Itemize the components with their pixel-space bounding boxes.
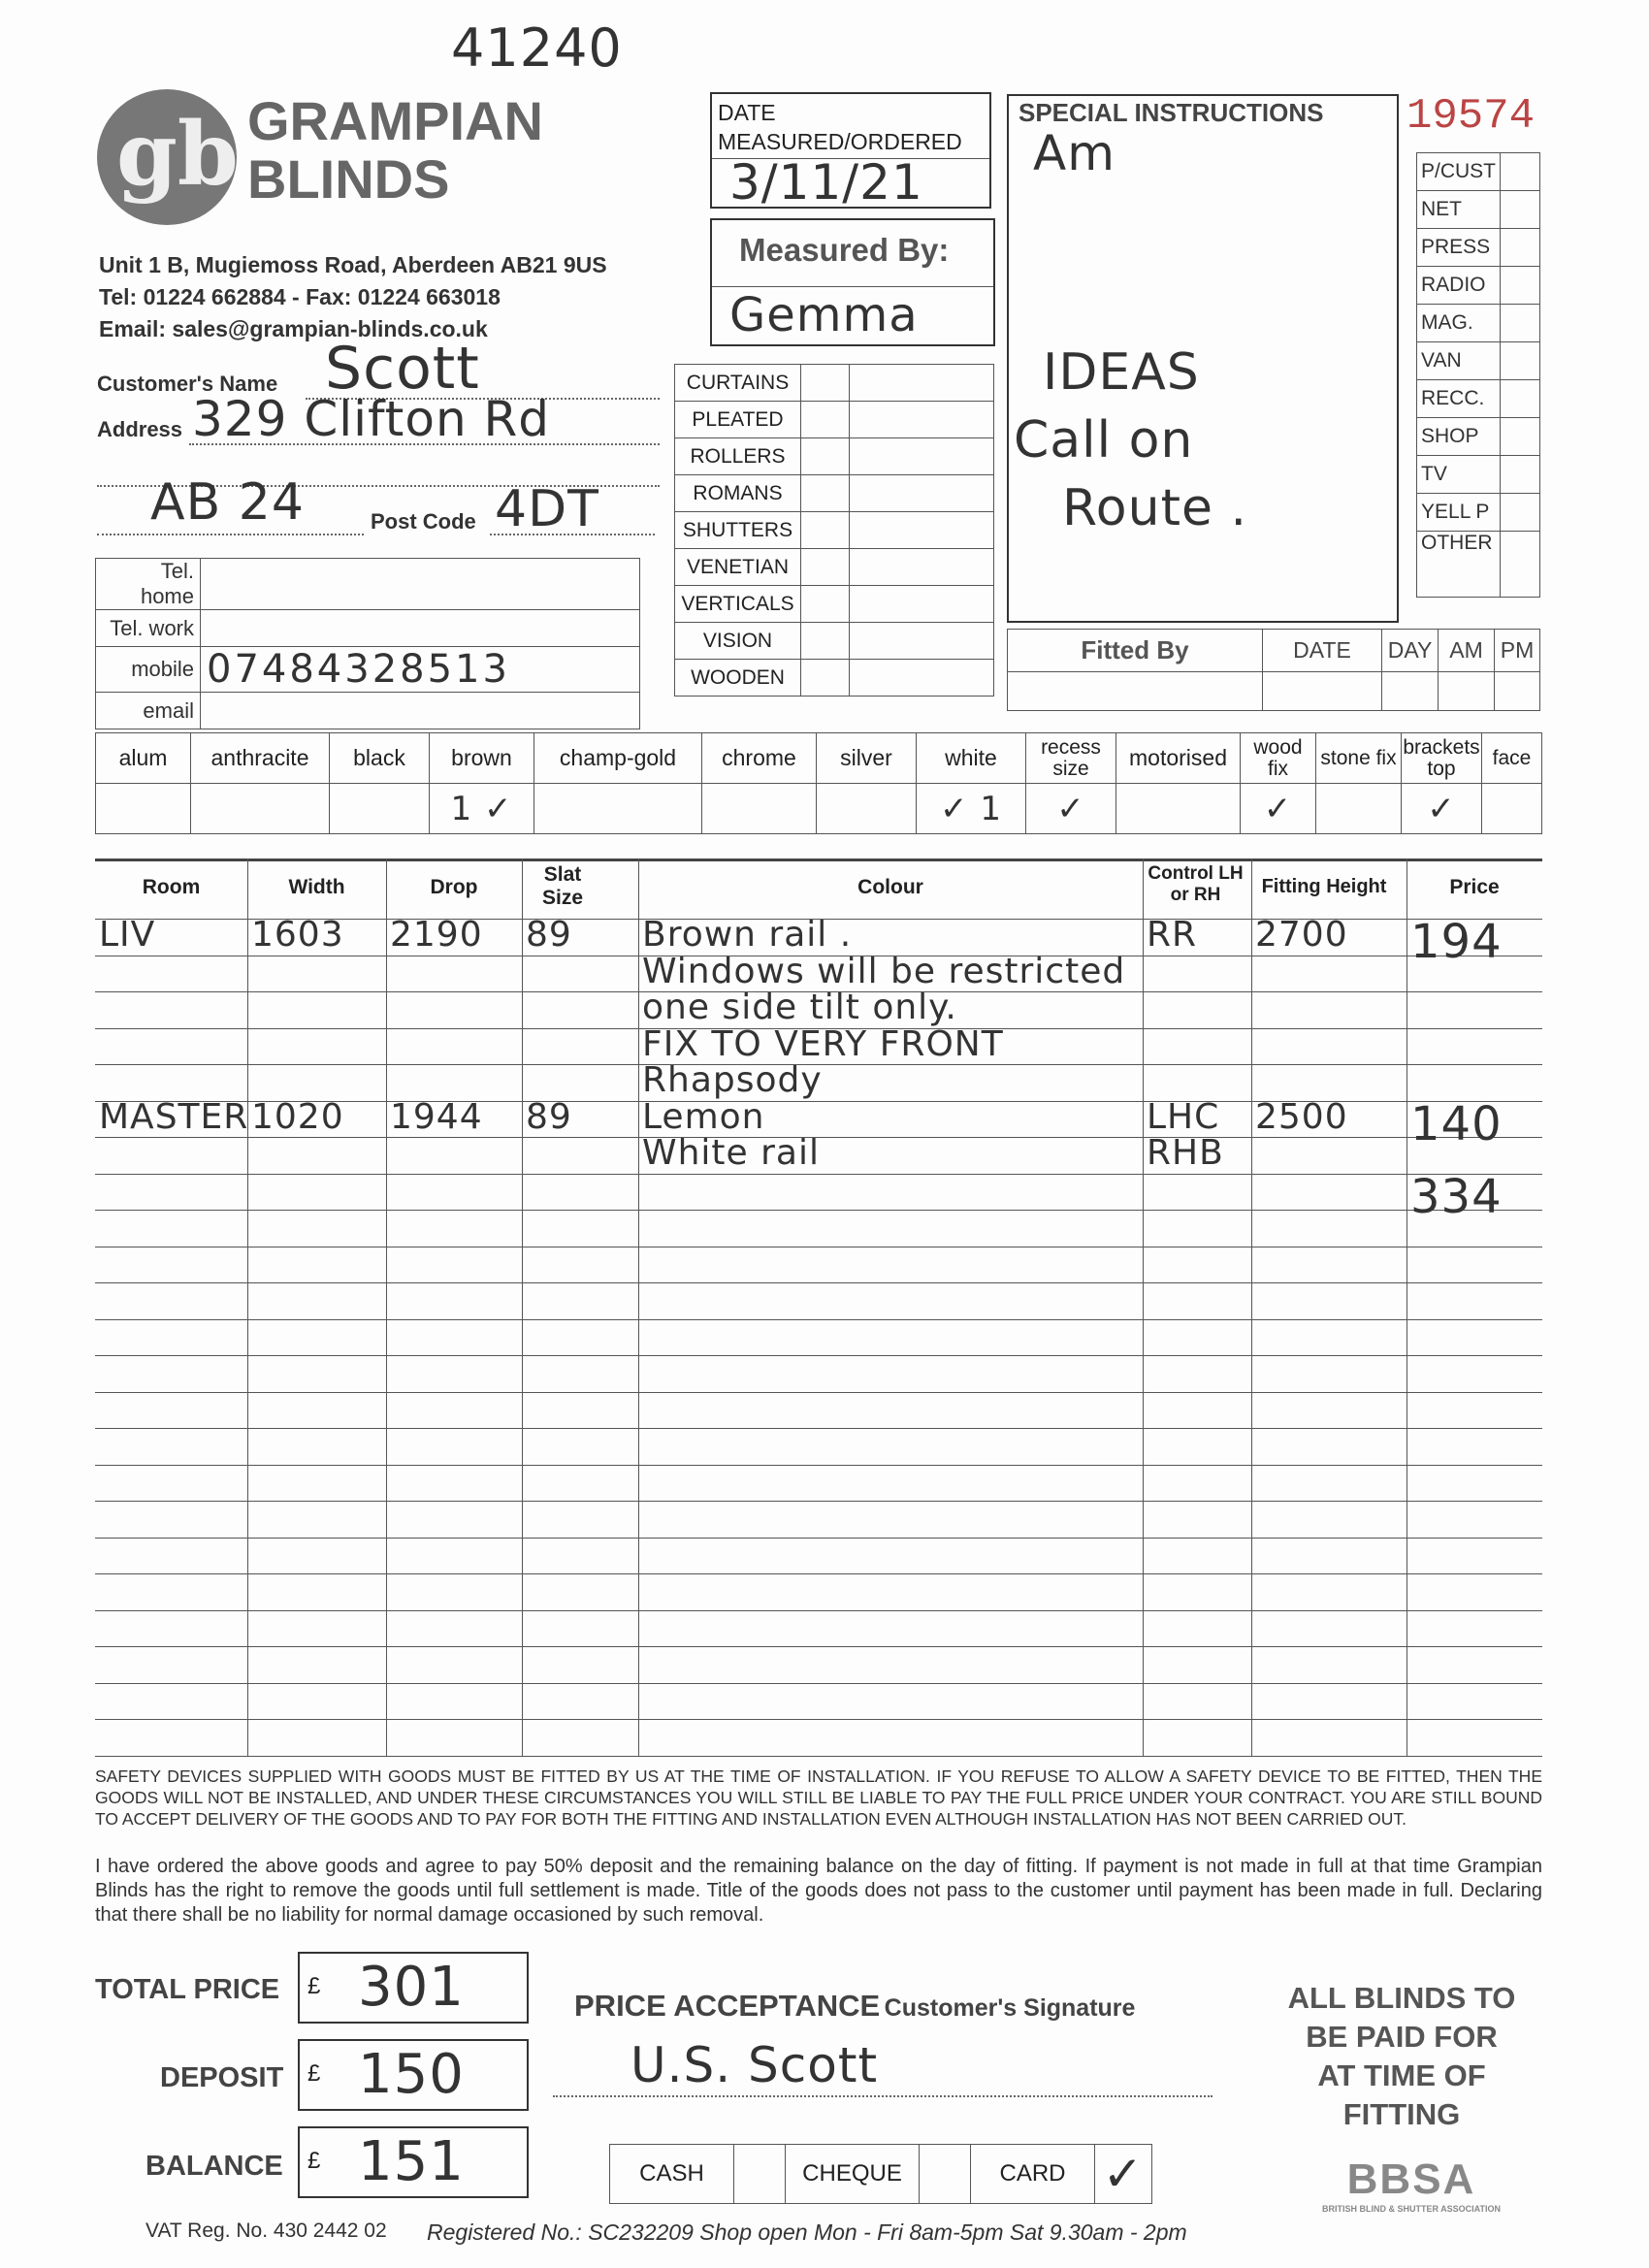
order-grid-row-line: [95, 1573, 1542, 1574]
option-recess-size: recess size: [1026, 733, 1116, 784]
order-cell-control: RR: [1147, 915, 1198, 955]
logo-letters: gb: [116, 103, 239, 206]
option-champ-gold: champ-gold: [534, 733, 702, 784]
option-alum: alum: [96, 733, 191, 784]
address-line1: 329 Clifton Rd: [192, 391, 551, 447]
order-grid-column-line: [247, 859, 248, 1756]
order-grid-column-line: [1143, 859, 1144, 1756]
order-grid-row-line: [95, 1392, 1542, 1393]
bbsa-sub: BRITISH BLIND & SHUTTER ASSOCIATION: [1322, 2204, 1501, 2214]
source-item: NET: [1417, 191, 1501, 229]
measured-by-box: [710, 218, 995, 346]
special-instructions-call: Call on: [1014, 411, 1194, 470]
order-grid-row-line: [95, 1319, 1542, 1320]
date-box: [710, 92, 991, 209]
header-room: Room: [142, 876, 201, 898]
company-logo: [97, 87, 242, 228]
acceptance-sub: Customer's Signature: [884, 1994, 1136, 2022]
options-table: [95, 732, 1542, 834]
order-grid-column-line: [638, 859, 639, 1756]
order-cell-control: RHB: [1147, 1133, 1224, 1173]
postcode: 4DT: [495, 480, 599, 538]
special-instructions-box: [1007, 94, 1399, 623]
order-cell-fitting: 2500: [1255, 1096, 1348, 1137]
order-cell-room: LIV: [99, 915, 156, 955]
source-item: MAG.: [1417, 305, 1501, 342]
order-grid-row-line: [95, 1210, 1542, 1211]
source-item: RECC.: [1417, 380, 1501, 418]
header-fitting: Fitting Height: [1261, 876, 1387, 897]
reference-note: 41240: [451, 17, 623, 79]
order-cell-colour: FIX TO VERY FRONT: [642, 1023, 1004, 1064]
order-grid-row-line: [95, 1646, 1542, 1647]
special-instructions-route: Route .: [1062, 479, 1248, 537]
payment-method-table: [609, 2144, 1152, 2204]
order-cell-colour: one side tilt only.: [642, 988, 957, 1027]
total-currency: £: [307, 1973, 321, 1999]
order-grid-column-line: [522, 859, 523, 1756]
notice-line: ALL BLINDS TO: [1287, 1981, 1516, 2015]
order-cell-price: 334: [1410, 1169, 1503, 1224]
mark-brackets-top: ✓: [1402, 784, 1482, 834]
total-value: 301: [358, 1956, 465, 2019]
order-cell-colour: Rhapsody: [642, 1060, 823, 1100]
option-face: face: [1482, 733, 1542, 784]
blind-type: SHUTTERS: [675, 512, 801, 549]
fitted-by-table: [1007, 629, 1540, 711]
option-wood-fix: wood fix: [1241, 733, 1316, 784]
company-address: Unit 1 B, Mugiemoss Road, Aberdeen AB21 9US: [99, 252, 607, 277]
balance-currency: £: [307, 2148, 321, 2174]
order-grid-row-line: [95, 1719, 1542, 1720]
notice-line: BE PAID FOR: [1306, 2020, 1498, 2054]
blind-type: VISION: [675, 623, 801, 660]
header-width: Width: [288, 876, 345, 898]
order-cell-colour: White rail: [642, 1133, 820, 1173]
special-instructions-am: Am: [1033, 125, 1116, 181]
order-cell-price: 140: [1410, 1096, 1503, 1151]
order-cell-room: MASTER: [99, 1096, 249, 1137]
order-grid-row-line: [95, 1282, 1542, 1283]
email-label: email: [96, 693, 201, 729]
acceptance-label: PRICE ACCEPTANCE: [574, 1989, 881, 2023]
source-item: TV: [1417, 456, 1501, 494]
deposit-box: [298, 2039, 529, 2111]
mobile-label: mobile: [96, 647, 201, 693]
total-label: TOTAL PRICE: [95, 1974, 280, 2005]
order-cell-control: LHC: [1147, 1096, 1220, 1137]
option-white: white: [917, 733, 1026, 784]
company-email: Email: sales@grampian-blinds.co.uk: [99, 316, 488, 341]
source-item: OTHER: [1417, 532, 1501, 598]
source-item: P/CUST: [1417, 153, 1501, 191]
order-grid-row-line: [95, 1538, 1542, 1539]
order-cell-width: 1603: [251, 915, 344, 955]
fitted-by-label: Fitted By: [1008, 630, 1263, 672]
balance-label: BALANCE: [146, 2151, 283, 2182]
deposit-currency: £: [307, 2060, 321, 2087]
date-value: 3/11/21: [729, 154, 923, 211]
vat-number: VAT Reg. No. 430 2442 02: [146, 2219, 387, 2242]
special-instructions-ideas: IDEAS: [1043, 343, 1200, 402]
payment-notice: [1261, 1979, 1542, 2134]
order-grid-row-line: [95, 1355, 1542, 1356]
postcode-label: Post Code: [371, 509, 476, 534]
source-list: [1416, 152, 1540, 598]
option-chrome: chrome: [702, 733, 817, 784]
blind-type: PLEATED: [675, 402, 801, 438]
order-grid-column-line: [1406, 859, 1407, 1756]
blind-type: VENETIAN: [675, 549, 801, 586]
address-label: Address: [97, 417, 183, 441]
date-label: DATE MEASURED/ORDERED: [718, 100, 962, 154]
option-stone-fix: stone fix: [1316, 733, 1402, 784]
order-cell-drop: 2190: [390, 915, 483, 955]
mark-recess-size: ✓: [1026, 784, 1116, 834]
mobile-number: 07484328513: [201, 647, 640, 693]
header-price: Price: [1449, 876, 1500, 898]
order-cell-slat: 89: [526, 915, 572, 955]
fitted-am-label: AM: [1439, 630, 1495, 672]
mark-wood-fix: ✓: [1241, 784, 1316, 834]
order-cell-colour: Lemon: [642, 1096, 765, 1137]
deposit-label: DEPOSIT: [160, 2062, 284, 2093]
balance-value: 151: [358, 2130, 465, 2193]
company-name-line2: BLINDS: [247, 148, 450, 210]
measured-by-label: Measured By:: [739, 232, 950, 268]
deposit-value: 150: [358, 2043, 465, 2106]
blind-type: CURTAINS: [675, 365, 801, 402]
header-slat: Slat Size: [541, 863, 584, 909]
company-name-line1: GRAMPIAN: [247, 90, 543, 151]
source-item: VAN: [1417, 342, 1501, 380]
order-cell-fitting: 2700: [1255, 915, 1348, 955]
order-grid-row-line: [95, 1610, 1542, 1611]
option-motorised: motorised: [1116, 733, 1241, 784]
notice-line: FITTING: [1342, 2097, 1461, 2131]
order-grid-row-line: [95, 1501, 1542, 1502]
order-cell-drop: 1944: [390, 1096, 483, 1137]
notice-line: AT TIME OF: [1317, 2058, 1486, 2092]
option-anthracite: anthracite: [191, 733, 330, 784]
order-grid-column-line: [386, 859, 387, 1756]
source-item: RADIO: [1417, 267, 1501, 305]
order-grid-row-line: [95, 1428, 1542, 1429]
order-grid-column-line: [1251, 859, 1252, 1756]
source-item: SHOP: [1417, 418, 1501, 456]
order-grid-row-line: [95, 1174, 1542, 1175]
tel-work-label: Tel. work: [96, 610, 201, 647]
customer-name: Scott: [325, 335, 480, 403]
mark-white: ✓ 1: [917, 784, 1026, 834]
bbsa-logo-text: BBSA: [1346, 2155, 1476, 2203]
order-cell-price: 194: [1410, 915, 1503, 969]
payment-card-mark: ✓: [1095, 2145, 1152, 2204]
option-black: black: [330, 733, 430, 784]
blind-type: ROMANS: [675, 475, 801, 512]
payment-card: CARD: [971, 2145, 1095, 2204]
option-brown: brown: [430, 733, 534, 784]
order-table: [95, 859, 1542, 1751]
blind-type: WOODEN: [675, 660, 801, 697]
company-phone-fax: Tel: 01224 662884 - Fax: 01224 663018: [99, 284, 501, 309]
order-grid-row-line: [95, 1756, 1542, 1757]
header-drop: Drop: [430, 876, 478, 898]
special-instructions-label: SPECIAL INSTRUCTIONS: [1018, 98, 1324, 127]
customer-signature: U.S. Scott: [630, 2037, 879, 2093]
order-grid-row-line: [95, 1465, 1542, 1466]
customer-name-label: Customer's Name: [97, 372, 278, 396]
contact-table: [95, 558, 640, 729]
balance-box: [298, 2126, 529, 2198]
option-brackets-top: brackets top: [1402, 733, 1482, 784]
bbsa-logo: [1295, 2155, 1528, 2214]
source-item: YELL P: [1417, 494, 1501, 532]
registered-info: Registered No.: SC232209 Shop open Mon - Fri 8am-5pm Sat 9.30am - 2pm: [427, 2219, 1187, 2245]
fitted-pm-label: PM: [1495, 630, 1540, 672]
blind-type: ROLLERS: [675, 438, 801, 475]
fitted-date-label: DATE: [1263, 630, 1382, 672]
safety-text: SAFETY DEVICES SUPPLIED WITH GOODS MUST BE FITTED BY US AT THE TIME OF INSTALLATION. IF YOU REFUSE TO ALLOW A SAFETY DEVICE TO BE FITTED, THEN THE GOODS WILL NOT BE INSTALLED, AND UNDER THESE CIRCUMSTANCES YOU WILL STILL BE LIABLE TO PAY THE FULL PRICE UNDER YOUR CONTRACT. YOU ARE STILL BOUND TO ACCEPT DELIVERY OF THE GOODS AND TO PAY FOR BOTH THE FITTING AND INSTALLATION EVEN ALTHOUGH INSTALLATION HAS NOT BEEN CARRIED OUT.: [95, 1766, 1542, 1829]
mark-brown: 1 ✓: [430, 784, 534, 834]
address-line2: AB 24: [150, 473, 305, 532]
blind-type: VERTICALS: [675, 586, 801, 623]
measured-by-value: Gemma: [729, 288, 919, 342]
blind-types-table: [674, 364, 994, 697]
header-control: Control LH or RH: [1148, 863, 1244, 905]
fitted-day-label: DAY: [1382, 630, 1439, 672]
order-cell-colour: Windows will be restricted: [642, 951, 1126, 991]
payment-cheque: CHEQUE: [786, 2145, 920, 2204]
source-item: PRESS: [1417, 229, 1501, 267]
option-silver: silver: [817, 733, 917, 784]
form-number: 19574: [1406, 92, 1536, 141]
header-colour: Colour: [857, 876, 923, 898]
terms-text: I have ordered the above goods and agree to pay 50% deposit and the remaining balance on the day of fitting. If payment is not made in full at that time Grampian Blinds has the right to remove the goods until full settlement is made. Title of the goods does not pass to the customer until payment has been made in full. Declaring that there shall be no liability for normal damage occasioned by such removal.: [95, 1856, 1542, 1926]
payment-cash: CASH: [610, 2145, 734, 2204]
order-grid-row-line: [95, 1683, 1542, 1684]
order-cell-width: 1020: [251, 1096, 344, 1137]
order-cell-colour: Brown rail .: [642, 915, 853, 955]
price-acceptance: [574, 1989, 1135, 2024]
tel-home-label: Tel. home: [96, 559, 201, 610]
total-box: [298, 1952, 529, 2024]
order-cell-slat: 89: [526, 1096, 572, 1137]
